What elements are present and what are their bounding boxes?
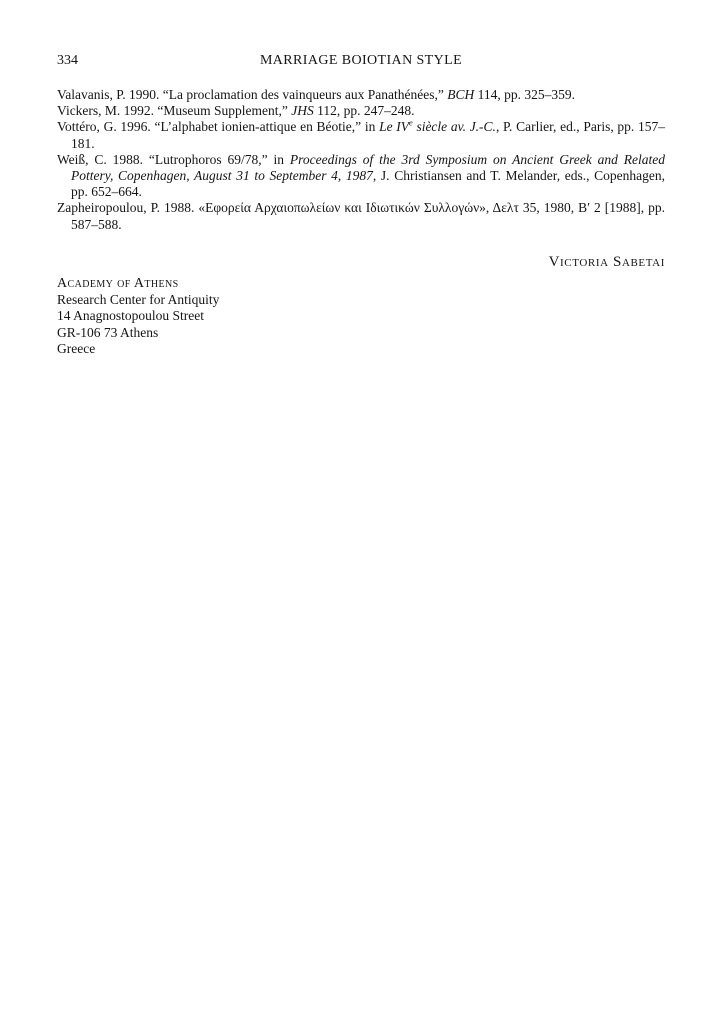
italic-text-run: e bbox=[409, 118, 413, 128]
text-run: 112, pp. 247–248. bbox=[313, 103, 415, 119]
text-run: Valavanis, P. 1990. “La proclamation des vainqueurs aux Panathénées,” bbox=[57, 87, 448, 102]
bibliography-entry bbox=[57, 119, 665, 151]
text-run: 114, pp. 325–359. bbox=[474, 87, 576, 102]
italic-text-run: siècle av. J.-C. bbox=[412, 119, 496, 135]
page-number: 334 bbox=[57, 53, 78, 68]
running-head bbox=[57, 53, 665, 69]
text-run: , P. Carlier, ed., Paris, pp. 157–181. bbox=[71, 119, 665, 151]
address-line: Greece bbox=[57, 340, 96, 356]
text-run: Zapheiropoulou, P. 1988. «Εφορεία Αρχαιοπωλείων και Ιδιωτικών Συλλογών», Δελτ 35, 1980, Β′ 2 [1988], pp. 587–588. bbox=[57, 200, 665, 232]
address-line: Research Center for Antiquity bbox=[57, 292, 220, 308]
bibliography-entry bbox=[57, 200, 665, 232]
text-run: Weiß, C. 1988. “Lutrophoros 69/78,” in bbox=[57, 151, 290, 167]
italic-text-run: JHS bbox=[291, 103, 314, 119]
italic-text-run: Proceedings of the 3rd Symposium on Ancient Greek and Related Pottery, Copenhagen, August 31 to September 4, 1987 bbox=[71, 151, 666, 184]
bibliography-entry bbox=[57, 103, 665, 119]
text-run: Vottéro, G. 1996. “L’alphabet ionien-attique en Béotie,” in bbox=[57, 119, 380, 135]
bibliography-entry bbox=[57, 87, 665, 103]
institution-line: Academy of Athens bbox=[57, 276, 179, 291]
running-title: MARRIAGE BOIOTIAN STYLE bbox=[259, 53, 463, 68]
text-run: Vickers, M. 1992. “Museum Supplement,” bbox=[57, 103, 292, 119]
address-line: 14 Anagnostopoulou Street bbox=[57, 308, 204, 324]
bibliography bbox=[57, 87, 665, 233]
italic-text-run: BCH bbox=[447, 87, 475, 102]
text-run: , J. Christiansen and T. Melander, eds., Copenhagen, pp. 652–664. bbox=[71, 168, 665, 200]
author-signature: Victoria Sabetai bbox=[548, 254, 665, 270]
bibliography-entry bbox=[57, 152, 665, 201]
italic-text-run: Le IV bbox=[379, 119, 410, 135]
address-line: GR-106 73 Athens bbox=[57, 324, 159, 340]
author-affiliation bbox=[57, 276, 219, 357]
